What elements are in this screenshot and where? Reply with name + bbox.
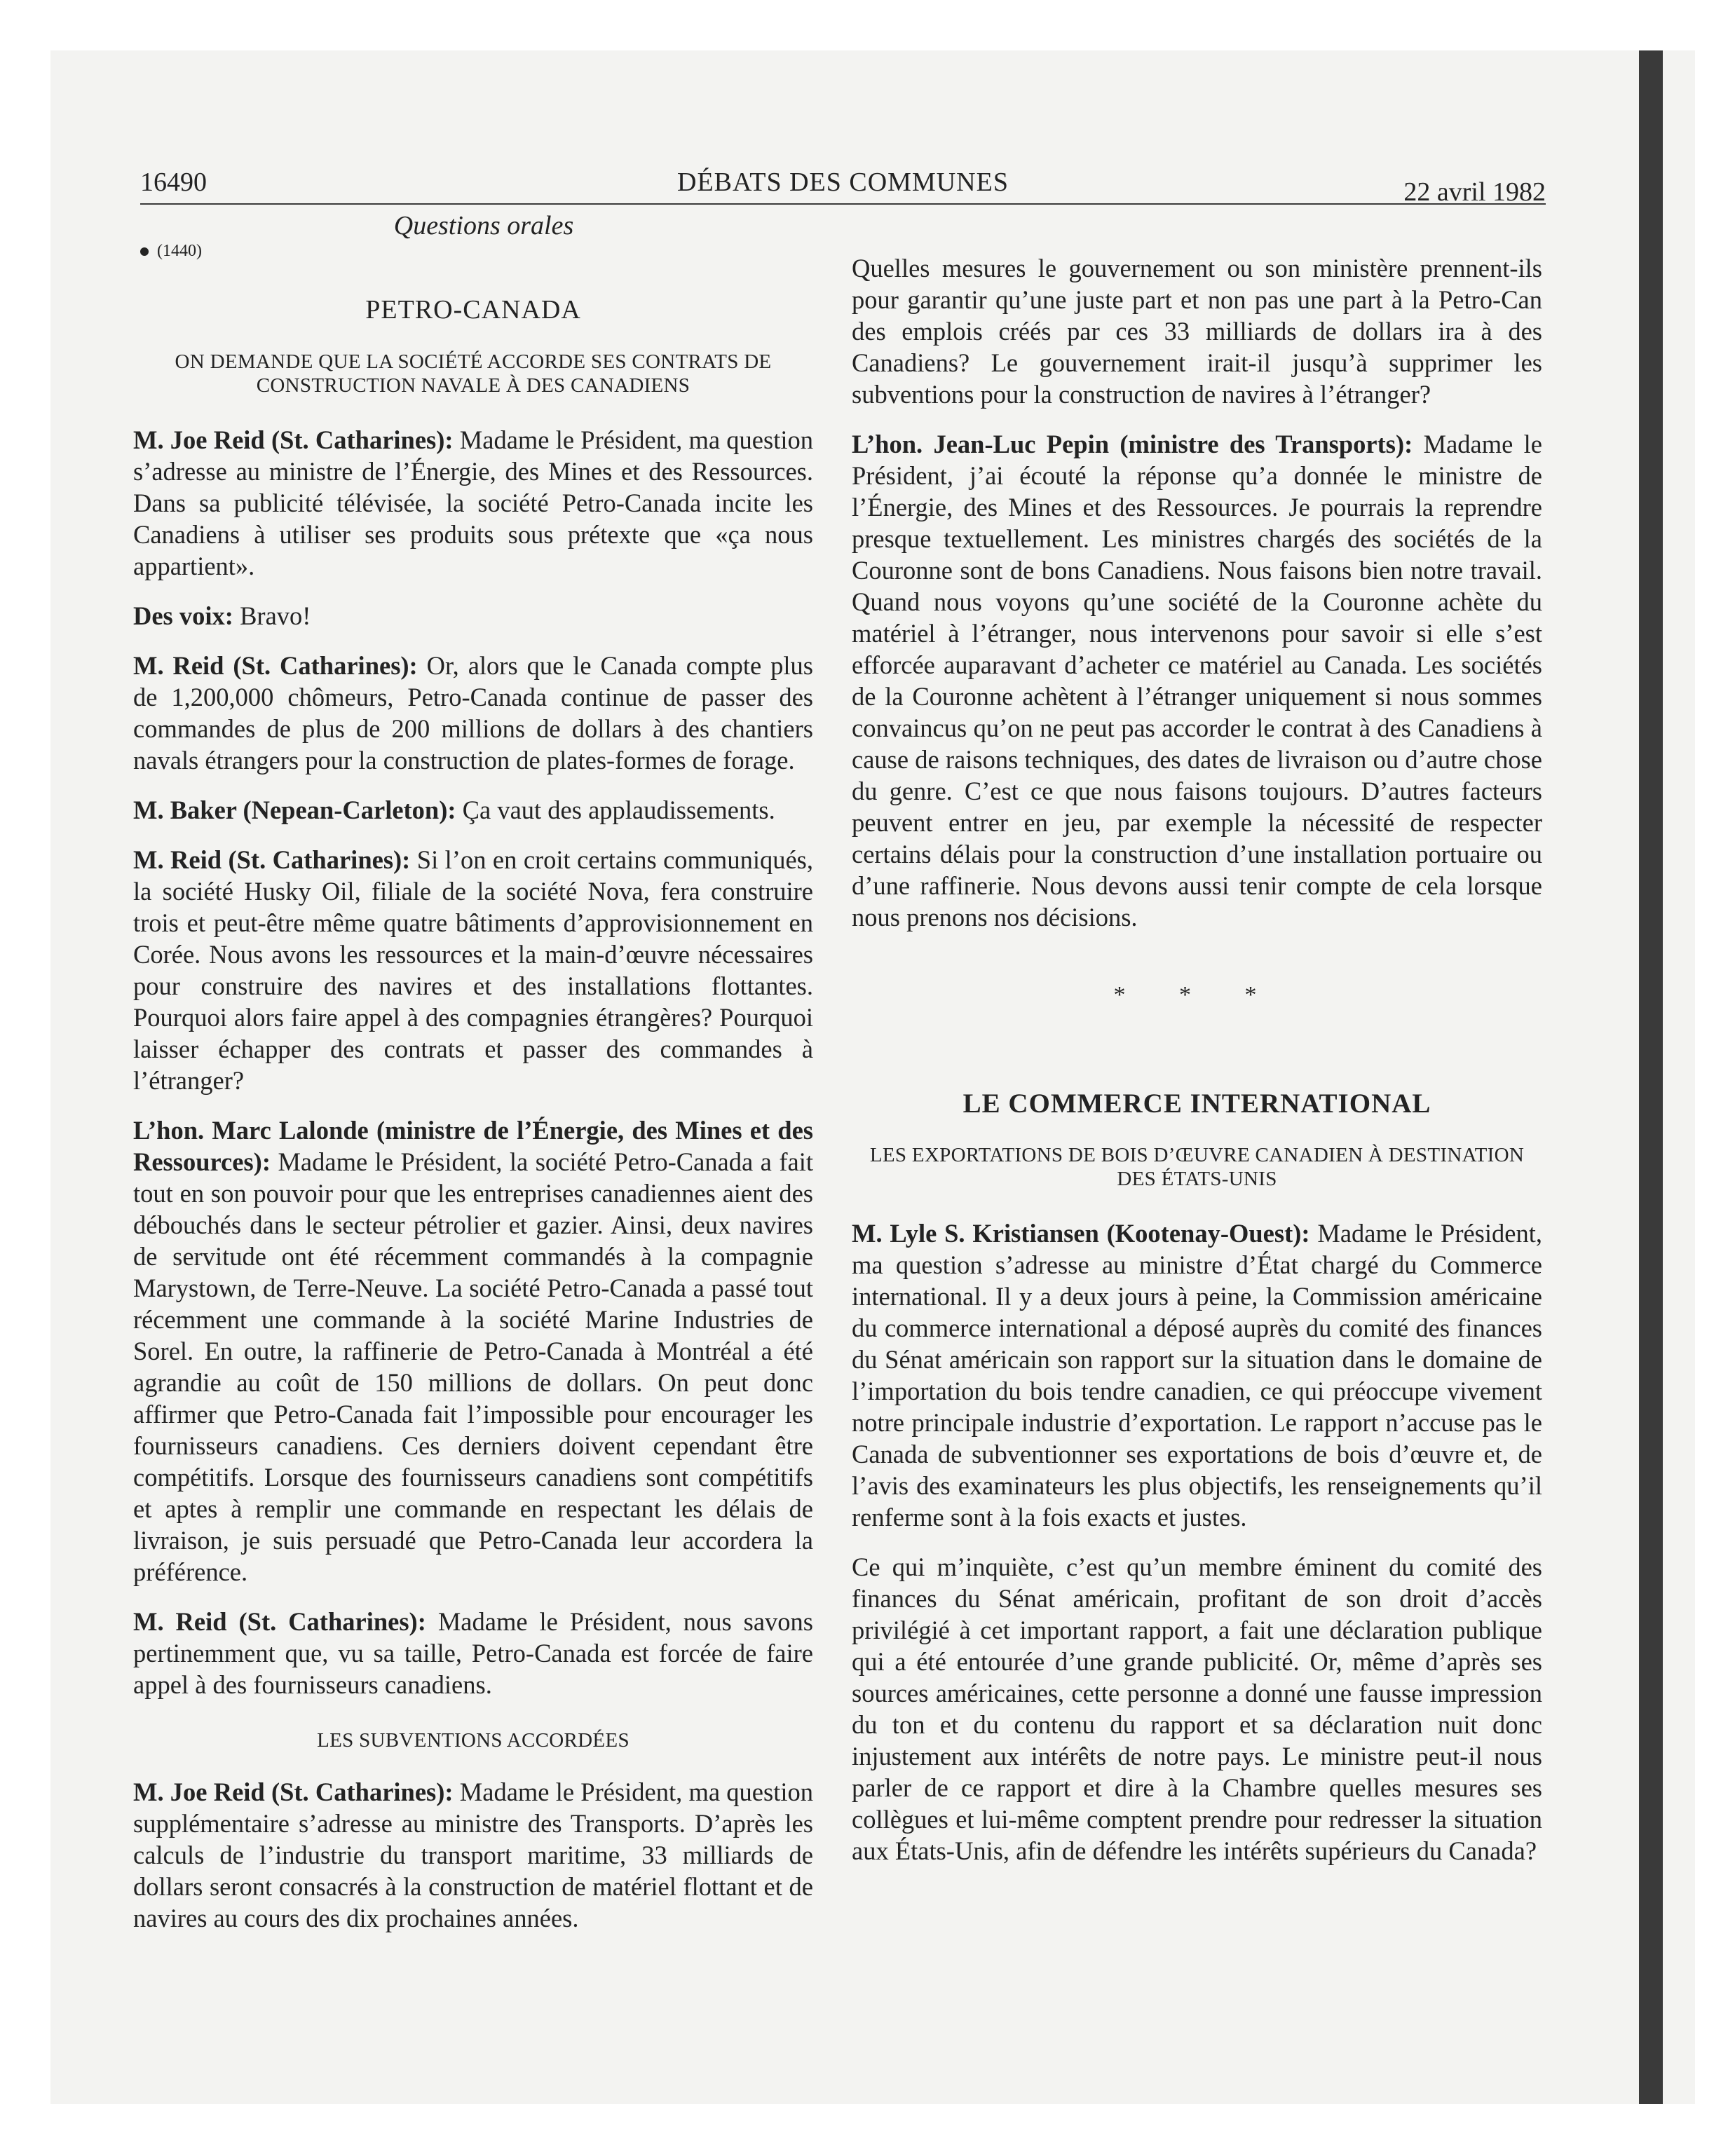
paragraph-text: Madame le Président, nous savons pertinemment que, vu sa taille, Petro-Canada est forcée de faire appel à des fournisseurs canadiens. <box>133 1607 813 1699</box>
paragraph <box>852 428 1542 933</box>
paragraph-text: Madame le Président, ma question supplémentaire s’adresse au ministre des Transports. D’après les calculs de l’industrie du transport maritime, 33 milliards de dollars seront consacrés à la construction de matériel flottant et de navires au cours des dix prochaines années. <box>133 1778 813 1932</box>
paragraph-text: Madame le Président, la société Petro-Canada a fait tout en son pouvoir pour que les entreprises canadiennes aient des débouchés dans le secteur pétrolier et gazier. Ainsi, deux navires de servitude ont été récemment commandés à la compagnie Marystown, de Terre-Neuve. La société Petro-Canada a passé tout récemment une commande à la société Marine Industries de Sorel. En outre, la raffinerie de Petro-Canada à Montréal a été agrandie au coût de 150 millions de dollars. On peut donc affirmer que Petro-Canada fait l’impossible pour encourager les fournisseurs canadiens. Ces derniers doivent cependant être compétitifs. Lorsque des fournisseurs canadiens sont compétitifs et aptes à remplir une commande en respectant les délais de livraison, je suis persuadé que Petro-Canada leur accordera la préférence. <box>133 1147 813 1586</box>
paragraph <box>852 1217 1542 1533</box>
paragraph <box>133 600 813 632</box>
paragraph <box>133 424 813 582</box>
paragraph <box>133 1114 813 1588</box>
speaker-name: Des voix: <box>133 601 233 630</box>
paragraph <box>133 650 813 776</box>
subheading-contrats: ON DEMANDE QUE LA SOCIÉTÉ ACCORDE SES CONTRATS DE CONSTRUCTION NAVALE À DES CANADIENS <box>175 350 772 397</box>
left-column <box>133 294 813 1952</box>
paragraph-text: Quelles mesures le gouvernement ou son ministère prennent-ils pour garantir qu’une juste part et non pas une part à la Petro-Can des emplois créés par ces 33 milliards de dollars ira à des Canadiens? Le gouvernement irait-il jusqu’à supprimer les subventions pour la construction de navires à l’étranger? <box>852 254 1542 409</box>
section-heading-commerce: LE COMMERCE INTERNATIONAL <box>962 1089 1431 1119</box>
paragraph-text: Or, alors que le Canada compte plus de 1,200,000 chômeurs, Petro-Canada continue de passer des commandes de plus de 200 millions de dollars à des chantiers navals étrangers pour la construction de plates-formes de forage. <box>133 651 813 775</box>
paragraph <box>133 1606 813 1700</box>
running-header <box>140 153 1546 205</box>
speaker-name: M. Reid (St. Catharines): <box>133 1607 426 1636</box>
paragraph-text: Madame le Président, ma question s’adresse au ministre d’État chargé du Commerce international. Il y a deux jours à peine, la Commission américaine du commerce international a déposé auprès du comité des finances du Sénat américain son rapport sur la situation dans le domaine de l’importation du bois tendre canadien, ce qui préoccupe vivement notre principale industrie d’exportation. Le rapport n’accuse pas le Canada de subventionner ses exportations de bois d’œuvre et, de l’avis des examinateurs les plus objectifs, les renseignements qu’il renferme sont à la fois exacts et justes. <box>852 1219 1542 1531</box>
speaker-name: M. Lyle S. Kristiansen (Kootenay-Ouest): <box>852 1219 1310 1248</box>
subheading-exportations: LES EXPORTATIONS DE BOIS D’ŒUVRE CANADIEN À DESTINATION DES ÉTATS-UNIS <box>869 1144 1525 1190</box>
speaker-name: M. Baker (Nepean-Carleton): <box>133 796 456 824</box>
paragraph-text: Si l’on en croit certains communiqués, la société Husky Oil, filiale de la société Nova, fera construire trois et peut-être même quatre bâtiments d’approvisionnement en Corée. Nous avons les ressources et la main-d’œuvre nécessaires pour construire des navires et des installations flottantes. Pourquoi alors faire appel à des compagnies étrangères? Pourquoi laisser échapper des contrats et passer des commandes à l’étranger? <box>133 845 813 1095</box>
publication-title: DÉBATS DES COMMUNES <box>677 168 1009 197</box>
paragraph-text: Bravo! <box>233 601 311 630</box>
speaker-name: M. Reid (St. Catharines): <box>133 651 418 680</box>
paragraph-text: Ce qui m’inquiète, c’est qu’un membre éminent du comité des finances du Sénat américain, profitant de son droit d’accès privilégié à cet important rapport, a fait une déclaration publique qui a été entourée d’une grande publicité. Or, même d’après ses sources américaines, cette personne a donné une fausse impression du ton et du contenu du rapport et sa déclaration nuit donc injustement aux intérêts de notre pays. Le ministre peut-il nous parler de ce rapport et dire à la Chambre quelles mesures ses collègues et lui-même comptent prendre pour redresser la situation aux États-Unis, afin de défendre les intérêts supérieurs du Canada? <box>852 1553 1542 1865</box>
left-paragraphs <box>133 424 813 1700</box>
paragraph-text: Madame le Président, ma question s’adresse au ministre de l’Énergie, des Mines et des Ressources. Dans sa publicité télévisée, la société Petro-Canada incite les Canadiens à utiliser ses produits sous prétexte que «ça nous appartient». <box>133 425 813 580</box>
speaker-name: M. Joe Reid (St. Catharines): <box>133 425 454 454</box>
binding-edge <box>1639 50 1663 2104</box>
subheading-subventions: LES SUBVENTIONS ACCORDÉES <box>317 1729 630 1752</box>
speaker-name: L’hon. Marc Lalonde (ministre de l’Énergie, des Mines et des Ressources): <box>133 1116 813 1176</box>
section-heading-petro-canada: PETRO-CANADA <box>365 295 581 325</box>
section-label: Questions orales <box>393 211 574 240</box>
paragraph-text: Ça vaut des applaudissements. <box>456 796 775 824</box>
right-paragraphs-2 <box>852 1217 1542 1867</box>
right-paragraphs <box>852 252 1542 933</box>
time-marker <box>140 242 202 261</box>
speaker-name: M. Joe Reid (St. Catharines): <box>133 1778 454 1806</box>
paragraph <box>852 252 1542 410</box>
paragraph <box>133 794 813 826</box>
time-marker-text: (1440) <box>157 242 202 260</box>
publication-date: 22 avril 1982 <box>1403 177 1546 207</box>
section-separator: * * * <box>1113 982 1281 1008</box>
paragraph-text: Madame le Président, j’ai écouté la réponse qu’a donnée le ministre de l’Énergie, des Mines et des Ressources. Je pourrais la reprendre presque textuellement. Les ministres chargés des sociétés de la Couronne sont de bons Canadiens. Nous faisons bien notre travail. Quand nous voyons qu’une société de la Couronne achète du matériel à l’étranger, nous intervenons pour savoir si elle s’est efforcée auparavant d’acheter ce matériel au Canada. Les sociétés de la Couronne achètent à l’étranger uniquement si nous sommes convaincus qu’on ne peut pas accorder le contrat à des Canadiens à cause de raisons techniques, des dates de livraison ou d’autre chose du genre. C’est ce que nous faisons toujours. D’autres facteurs peuvent entrer en jeu, par exemple la nécessité de respecter certains délais pour la construction d’une installation portuaire ou d’une raffinerie. Nous devons aussi tenir compte de cela lorsque nous prenons nos décisions. <box>852 430 1542 932</box>
page-number: 16490 <box>140 168 207 197</box>
left-paragraphs-2 <box>133 1776 813 1934</box>
right-column <box>852 252 1542 1885</box>
speaker-name: L’hon. Jean-Luc Pepin (ministre des Transports): <box>852 430 1413 458</box>
speaker-name: M. Reid (St. Catharines): <box>133 845 411 874</box>
paragraph <box>133 1776 813 1934</box>
paragraph <box>852 1551 1542 1867</box>
paragraph <box>133 844 813 1096</box>
bullet-icon <box>140 247 149 256</box>
